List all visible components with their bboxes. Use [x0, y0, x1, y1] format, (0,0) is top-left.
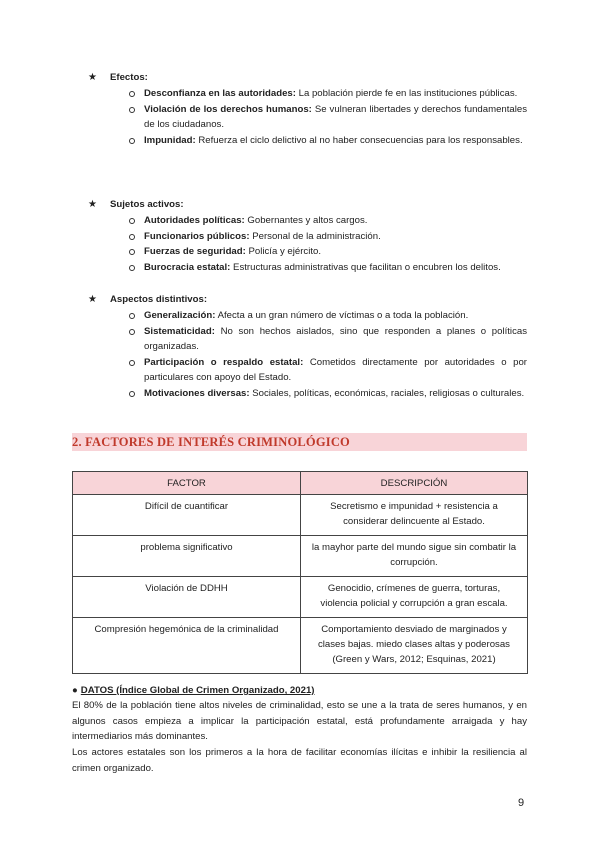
table-row	[73, 618, 528, 674]
list-item: Sistematicidad: No son hechos aislados, sino que responden a planes o políticas organizadas.	[72, 324, 527, 355]
table-cell: problema significativo	[73, 536, 301, 577]
list-item: Participación o respaldo estatal: Cometidos directamente por autoridades o por particulares con apoyo del Estado.	[72, 355, 527, 386]
table-cell: Difícil de cuantificar	[73, 495, 301, 536]
datos-heading: ● DATOS (Índice Global de Crimen Organizado, 2021)	[72, 683, 314, 699]
circle-bullet-icon	[129, 107, 135, 113]
circle-bullet-icon	[129, 91, 135, 97]
circle-bullet-icon	[129, 218, 135, 224]
list-item: Burocracia estatal: Estructuras administrativas que facilitan o encubren los delitos.	[72, 260, 527, 276]
table-header-row	[73, 472, 528, 495]
aspectos-heading: ★ Aspectos distintivos:	[72, 292, 527, 308]
datos-paragraph: El 80% de la población tiene altos niveles de criminalidad, esto se une a la trata de seres humanos, y en algunos casos empieza a implicar la participación estatal, está profundamente arraigada y hay intermediarios más dominantes.	[72, 700, 527, 743]
datos-paragraph: Los actores estatales son los primeros a la hora de facilitar economías ilícitas e inhibir la resiliencia al crimen organizado.	[72, 747, 527, 774]
star-bullet-icon: ★	[88, 72, 97, 83]
efectos-heading: ★ Efectos:	[72, 70, 527, 86]
section-heading: 2. FACTORES DE INTERÉS CRIMINOLÓGICO	[72, 433, 527, 451]
sujetos-block	[72, 197, 527, 275]
table-cell: Compresión hegemónica de la criminalidad	[73, 618, 301, 674]
list-item: Impunidad: Refuerza el ciclo delictivo al no haber consecuencias para los responsables.	[72, 133, 527, 149]
list-item: Violación de los derechos humanos: Se vulneran libertades y derechos fundamentales de los ciudadanos.	[72, 102, 527, 133]
list-item: Desconfianza en las autoridades: La población pierde fe en las instituciones públicas.	[72, 86, 527, 102]
circle-bullet-icon	[129, 234, 135, 240]
table-row	[73, 577, 528, 618]
column-header-descripcion: DESCRIPCIÓN	[301, 472, 528, 495]
table-cell: Genocidio, crímenes de guerra, torturas, violencia policial y corrupción a gran escala.	[301, 577, 528, 618]
sujetos-heading: ★ Sujetos activos:	[72, 197, 527, 213]
circle-bullet-icon	[129, 329, 135, 335]
star-bullet-icon: ★	[88, 294, 97, 305]
page-number: 9	[518, 797, 525, 809]
column-header-factor: FACTOR	[73, 472, 301, 495]
star-bullet-icon: ★	[88, 199, 97, 210]
circle-bullet-icon	[129, 313, 135, 319]
bullet-icon: ●	[72, 685, 78, 696]
list-item: Motivaciones diversas: Sociales, políticas, económicas, raciales, religiosas o culturales.	[72, 386, 527, 402]
efectos-block	[72, 70, 527, 148]
circle-bullet-icon	[129, 265, 135, 271]
circle-bullet-icon	[129, 249, 135, 255]
circle-bullet-icon	[129, 138, 135, 144]
table-row	[73, 536, 528, 577]
aspectos-block	[72, 292, 527, 402]
list-item: Autoridades políticas: Gobernantes y altos cargos.	[72, 213, 527, 229]
list-item: Fuerzas de seguridad: Policía y ejército.	[72, 244, 527, 260]
table-cell: Comportamiento desviado de marginados y clases bajas. miedo clases altas y poderosas (Green y Wars, 2012; Esquinas, 2021)	[301, 618, 528, 674]
factors-table	[72, 471, 528, 674]
table-row	[73, 495, 528, 536]
circle-bullet-icon	[129, 391, 135, 397]
table-cell: la mayhor parte del mundo sigue sin combatir la corrupción.	[301, 536, 528, 577]
table-cell: Secretismo e impunidad + resistencia a considerar delincuente al Estado.	[301, 495, 528, 536]
circle-bullet-icon	[129, 360, 135, 366]
list-item: Funcionarios públicos: Personal de la administración.	[72, 229, 527, 245]
list-item: Generalización: Afecta a un gran número de víctimas o a toda la población.	[72, 308, 527, 324]
table-cell: Violación de DDHH	[73, 577, 301, 618]
